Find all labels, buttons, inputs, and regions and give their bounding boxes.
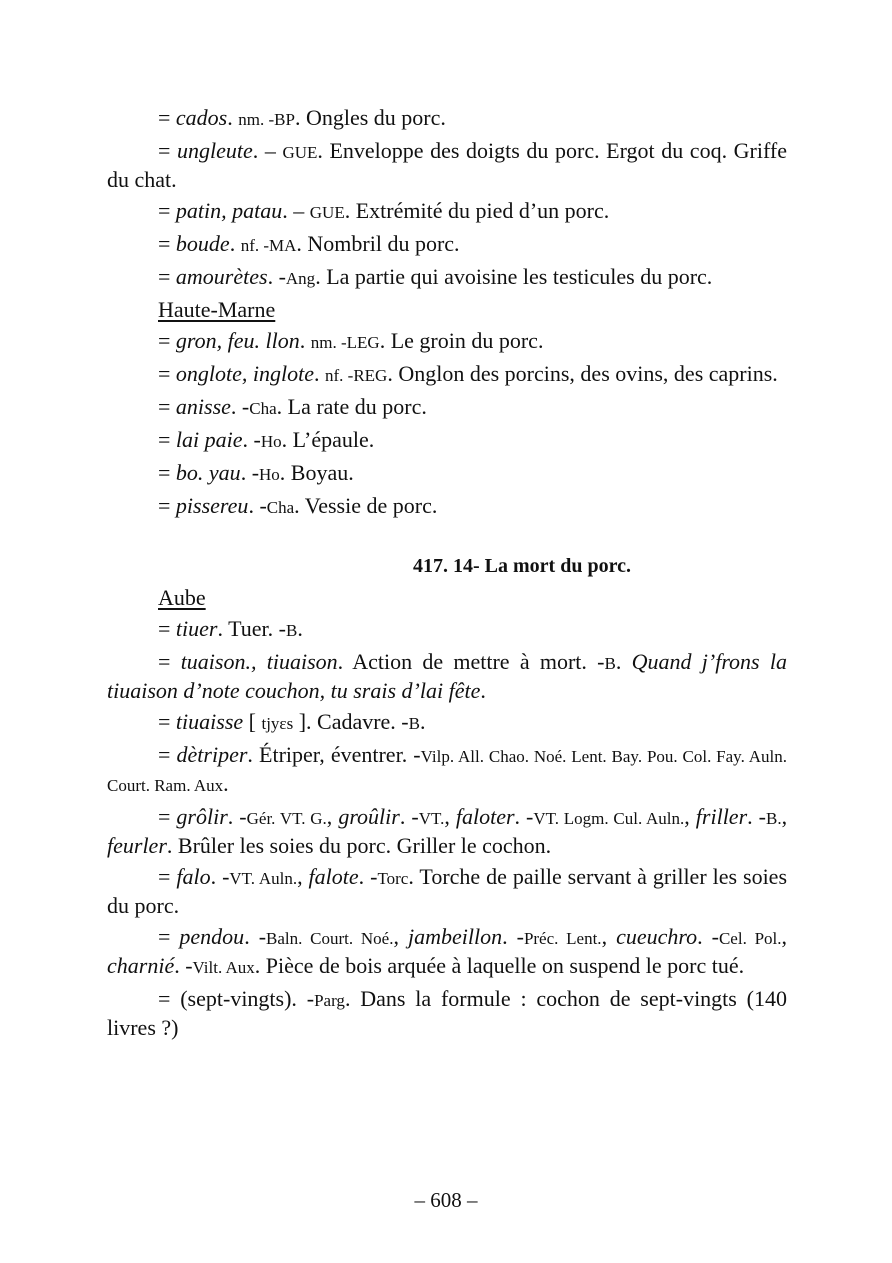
entry-text: . bbox=[480, 678, 486, 703]
entry bbox=[107, 426, 787, 455]
source-abbrev: GUE bbox=[282, 143, 318, 162]
headword: anisse bbox=[175, 394, 231, 419]
headword: groûlir bbox=[338, 804, 400, 829]
section-title: 417. 14- La mort du porc. bbox=[413, 555, 631, 577]
entry-text: = bbox=[158, 493, 176, 518]
entry bbox=[107, 360, 787, 389]
entry-text: . bbox=[223, 771, 229, 796]
source-abbrev: Cha bbox=[266, 498, 295, 517]
entry-text: . - bbox=[399, 804, 419, 829]
entry-text: . Nombril du porc. bbox=[296, 231, 460, 256]
source-abbrev: Ho bbox=[260, 432, 282, 451]
entry-text: = bbox=[158, 361, 176, 386]
entry-text: . - bbox=[230, 394, 250, 419]
source-abbrev: VT. Auln. bbox=[229, 869, 298, 888]
source-abbrev: Ho bbox=[259, 465, 280, 484]
entry-text: ]. Cadavre. - bbox=[293, 709, 409, 734]
entry-text: . bbox=[227, 105, 239, 130]
entry-text: . Dans la formule : cochon de sept-vingts (140 livres ?) bbox=[107, 986, 788, 1040]
entry-text: . Enveloppe des doigts du porc. Ergot du coq. Griffe du chat. bbox=[107, 138, 788, 192]
entry bbox=[107, 137, 787, 193]
entry bbox=[107, 708, 787, 737]
source-abbrev: nf. -REG bbox=[325, 366, 388, 385]
entry-text: = bbox=[158, 649, 181, 674]
source-abbrev: B bbox=[285, 621, 298, 640]
entry bbox=[107, 393, 787, 422]
entry-text: , bbox=[393, 924, 408, 949]
entry-text: . bbox=[229, 231, 241, 256]
source-abbrev: Vilp. All. Chao. Noé. Lent. Bay. Pou. Col. Fay. Auln. Court. Ram. Aux bbox=[107, 747, 787, 795]
entry-text: . - bbox=[358, 864, 378, 889]
entry-text: , bbox=[781, 924, 788, 949]
source-abbrev: nm. -LEG bbox=[310, 333, 380, 352]
entry-text: = bbox=[158, 709, 176, 734]
entry bbox=[107, 263, 787, 292]
entry-text: , bbox=[601, 924, 617, 949]
entry bbox=[107, 104, 787, 133]
headword: ungleute bbox=[177, 138, 253, 163]
headword: patin, patau bbox=[175, 198, 283, 223]
headword: amourètes bbox=[175, 264, 268, 289]
entry bbox=[107, 863, 787, 919]
headword: tuaison., tiuaison bbox=[180, 649, 338, 674]
source-abbrev: B. bbox=[765, 809, 782, 828]
entry-text: . - bbox=[227, 804, 247, 829]
entry-text: . - bbox=[502, 924, 524, 949]
entry-text: . – bbox=[282, 198, 310, 223]
entry-text: = bbox=[158, 742, 177, 767]
entry-text: = bbox=[158, 138, 177, 163]
entry bbox=[107, 615, 787, 644]
heading-aube-label: Aube bbox=[158, 585, 206, 610]
headword: lai paie bbox=[175, 427, 243, 452]
source-abbrev: Cel. Pol. bbox=[718, 929, 782, 948]
entry-text: . Brûler les soies du porc. Griller le cochon. bbox=[166, 833, 552, 858]
headword: friller bbox=[695, 804, 748, 829]
entry-text: . - bbox=[697, 924, 719, 949]
source-abbrev: Préc. Lent. bbox=[523, 929, 602, 948]
headword: grôlir bbox=[176, 804, 228, 829]
entry-text: . - bbox=[514, 804, 534, 829]
source-abbrev: Cha bbox=[249, 399, 277, 418]
source-abbrev: Vilt. Aux bbox=[192, 958, 255, 977]
entry-text: = bbox=[158, 924, 180, 949]
headword: pissereu bbox=[175, 493, 249, 518]
heading-haute-marne bbox=[107, 296, 787, 323]
entry-text: . - bbox=[240, 460, 260, 485]
source-abbrev: nm. -BP bbox=[238, 110, 295, 129]
heading-aube bbox=[107, 584, 787, 611]
source-abbrev: nf. -MA bbox=[240, 236, 297, 255]
entry bbox=[107, 648, 787, 704]
entry bbox=[107, 459, 787, 488]
entry-text: . - bbox=[174, 953, 193, 978]
entry bbox=[107, 492, 787, 521]
source-abbrev: GUE bbox=[309, 203, 345, 222]
entry-text: . Le groin du porc. bbox=[379, 328, 544, 353]
source-abbrev: B bbox=[408, 714, 420, 733]
headword: tiuer bbox=[175, 616, 218, 641]
source-abbrev: tjyɛs bbox=[261, 714, 294, 733]
source-abbrev: Ang bbox=[285, 269, 316, 288]
headword: pendou bbox=[179, 924, 245, 949]
headword: falote bbox=[308, 864, 359, 889]
entry-text: , bbox=[444, 804, 456, 829]
headword: dètriper bbox=[176, 742, 248, 767]
entries-top bbox=[107, 104, 787, 292]
headword: boude bbox=[175, 231, 230, 256]
headword: cueuchro bbox=[616, 924, 698, 949]
entry bbox=[107, 923, 787, 981]
entry-text: . - bbox=[248, 493, 267, 518]
source-abbrev: VT. Logm. Cul. Auln. bbox=[533, 809, 685, 828]
entry-text: [ bbox=[243, 709, 262, 734]
entry-text: . La rate du porc. bbox=[276, 394, 427, 419]
entry-text: . - bbox=[244, 924, 267, 949]
entry-text: = bbox=[158, 198, 176, 223]
source-abbrev: Gér. VT. G. bbox=[246, 809, 327, 828]
entry-text: . Extrémité du pied d’un porc. bbox=[344, 198, 610, 223]
source-abbrev: VT. bbox=[418, 809, 445, 828]
entry bbox=[107, 230, 787, 259]
entry-text: = bbox=[158, 231, 176, 256]
headword: gron, feu. llon bbox=[175, 328, 300, 353]
page-number: – 608 – bbox=[414, 1188, 478, 1212]
entry-text: = bbox=[158, 427, 176, 452]
entry-text: . Torche de paille servant à griller les soies du porc. bbox=[107, 864, 788, 918]
headword: jambeillon bbox=[407, 924, 503, 949]
entry-text: . Pièce de bois arquée à laquelle on suspend le porc tué. bbox=[254, 953, 745, 978]
entry-text: . Action de mettre à mort. - bbox=[337, 649, 605, 674]
entry-text: . – bbox=[252, 138, 283, 163]
heading-haute-marne-label: Haute-Marne bbox=[158, 297, 276, 322]
source-abbrev: Baln. Court. Noé. bbox=[266, 929, 394, 948]
headword: falo bbox=[176, 864, 211, 889]
headword: onglote, inglote bbox=[175, 361, 315, 386]
entry-text: = bbox=[158, 864, 177, 889]
headword: bo. yau bbox=[175, 460, 241, 485]
headword: tiuaisse bbox=[175, 709, 244, 734]
entry-text: = bbox=[158, 616, 176, 641]
entry bbox=[107, 803, 787, 859]
entry-text: . Onglon des porcins, des ovins, des caprins. bbox=[387, 361, 778, 386]
entry-text: . bbox=[299, 328, 311, 353]
entry-text: , bbox=[781, 804, 788, 829]
entry-text: = (sept-vingts). - bbox=[158, 986, 315, 1011]
entry-text: . - bbox=[267, 264, 286, 289]
headword: faloter bbox=[455, 804, 515, 829]
entry-text: , bbox=[297, 864, 309, 889]
entry-text: = bbox=[158, 105, 176, 130]
entry-text: , bbox=[326, 804, 339, 829]
entry-text: . L’épaule. bbox=[281, 427, 375, 452]
headword: charnié bbox=[107, 953, 175, 978]
entry-text: = bbox=[158, 264, 176, 289]
entry-text: = bbox=[158, 460, 176, 485]
entry-text: . Tuer. - bbox=[217, 616, 286, 641]
entries-aube bbox=[107, 615, 787, 1041]
entry-text: . - bbox=[747, 804, 766, 829]
entry bbox=[107, 197, 787, 226]
entry-text: . bbox=[615, 649, 632, 674]
entries-haute-marne bbox=[107, 327, 787, 521]
entry-text: . Étriper, éventrer. - bbox=[247, 742, 421, 767]
entry-text: . bbox=[314, 361, 326, 386]
source-abbrev: Parg bbox=[314, 991, 345, 1010]
entry bbox=[107, 327, 787, 356]
entry bbox=[107, 741, 787, 799]
entry-text: = bbox=[158, 328, 176, 353]
page-body bbox=[107, 104, 787, 1045]
entry-text: . - bbox=[242, 427, 261, 452]
entry-text: = bbox=[158, 394, 176, 419]
entry-text: . bbox=[419, 709, 426, 734]
entry bbox=[107, 985, 787, 1041]
entry-text: . La partie qui avoisine les testicules du porc. bbox=[315, 264, 713, 289]
entry-text: = bbox=[158, 804, 177, 829]
source-abbrev: B bbox=[604, 654, 616, 673]
entry-text: . Vessie de porc. bbox=[294, 493, 438, 518]
entry-text: , bbox=[684, 804, 696, 829]
headword: cados bbox=[175, 105, 228, 130]
entry-text: . - bbox=[210, 864, 230, 889]
headword: feurler bbox=[107, 833, 167, 858]
entry-text: . Ongles du porc. bbox=[294, 105, 446, 130]
entry-text: . bbox=[297, 616, 303, 641]
headword: Quand j’frons la tiuaison d’note couchon, tu srais d’lai fête bbox=[107, 649, 787, 703]
entry-text: . Boyau. bbox=[279, 460, 354, 485]
source-abbrev: Torc bbox=[377, 869, 409, 888]
